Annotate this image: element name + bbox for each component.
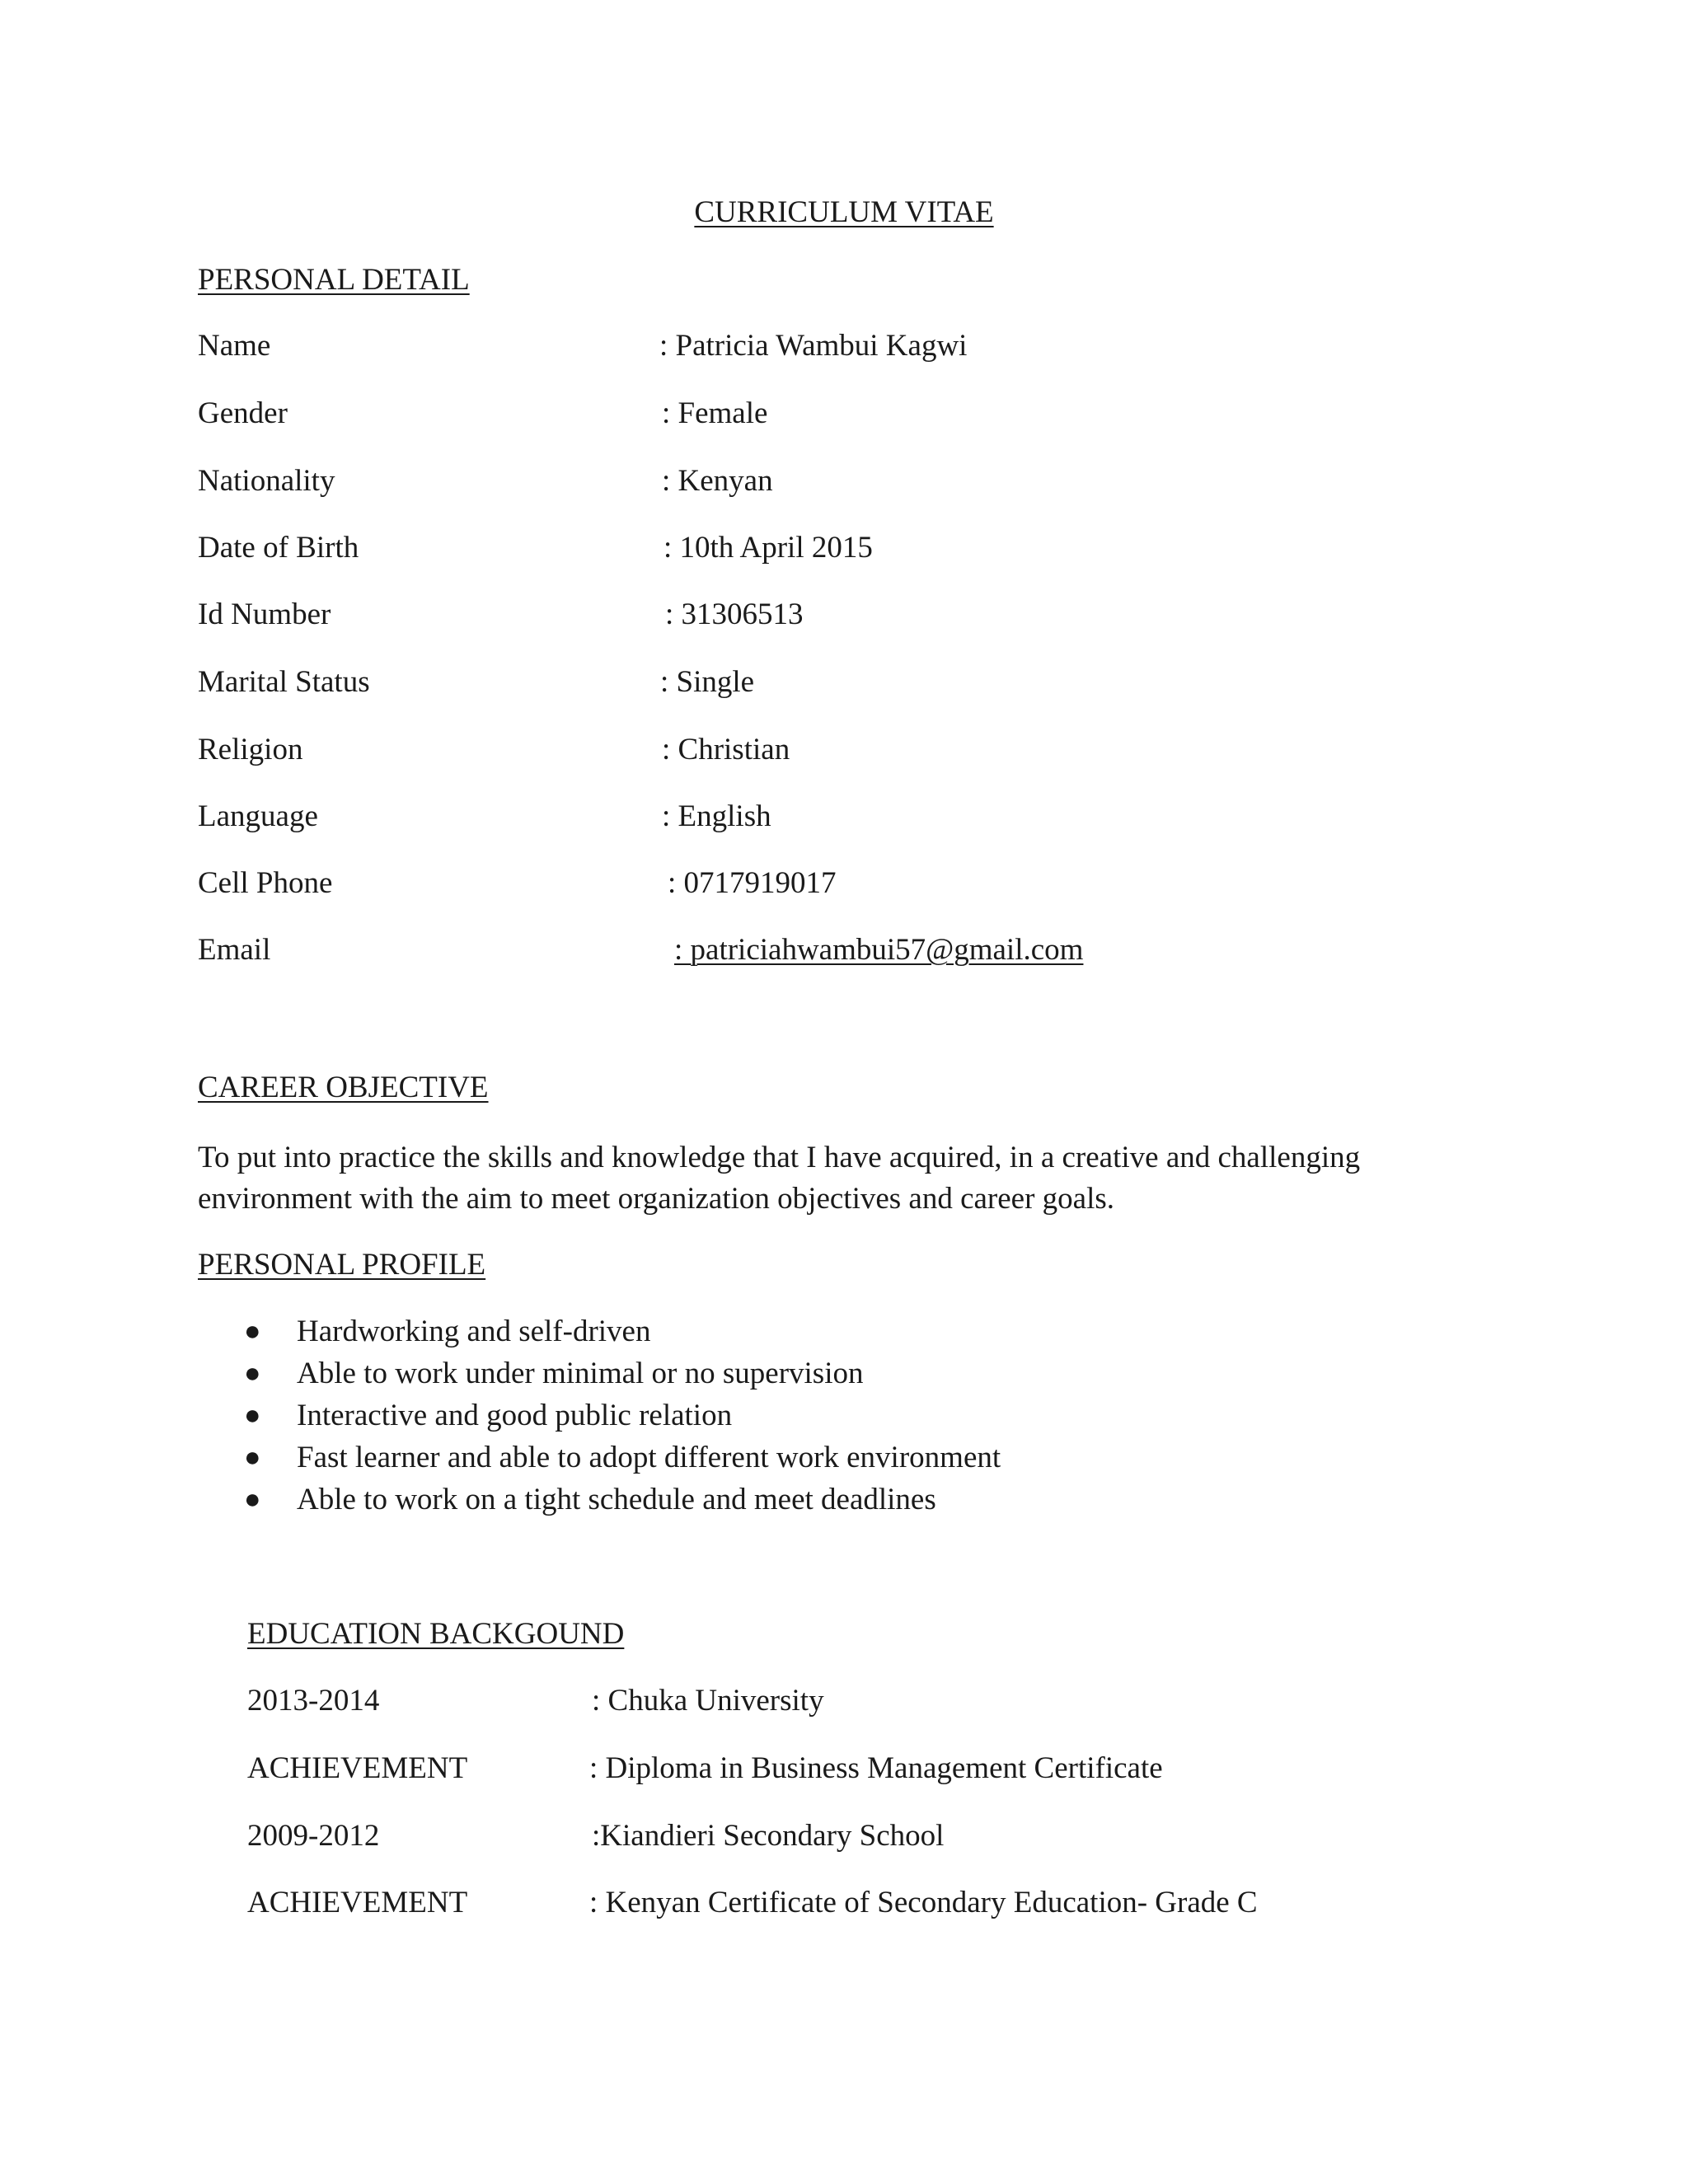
list-item-text: Fast learner and able to adopt different work environment — [297, 1441, 1001, 1474]
education-label: 2013-2014 — [247, 1684, 380, 1718]
career-objective-heading: CAREER OBJECTIVE — [198, 1071, 489, 1104]
detail-value: : 31306513 — [665, 598, 804, 631]
personal-profile-heading: PERSONAL PROFILE — [198, 1248, 486, 1282]
detail-label: Language — [198, 799, 318, 833]
detail-value: : English — [662, 799, 771, 833]
detail-value: : Female — [662, 396, 768, 430]
detail-label: Gender — [198, 396, 288, 430]
bullet-icon: ● — [244, 1358, 261, 1389]
education-value: : Chuka University — [592, 1684, 824, 1718]
bullet-icon: ● — [244, 1400, 261, 1431]
detail-value: : Single — [660, 665, 755, 699]
detail-label: Cell Phone — [198, 866, 333, 900]
education-label: ACHIEVEMENT — [247, 1751, 468, 1785]
list-item-text: Interactive and good public relation — [297, 1399, 733, 1432]
list-item-text: Hardworking and self-driven — [297, 1315, 651, 1348]
detail-label: Date of Birth — [198, 531, 359, 565]
email-link[interactable]: : patriciahwambui57@gmail.com — [674, 933, 1084, 967]
detail-value: : Christian — [662, 733, 790, 766]
bullet-icon: ● — [244, 1316, 261, 1347]
detail-value: : 10th April 2015 — [663, 531, 873, 565]
detail-label: Id Number — [198, 598, 331, 631]
list-item-text: Able to work under minimal or no supervision — [297, 1357, 864, 1390]
personal-detail-heading: PERSONAL DETAIL — [198, 263, 470, 297]
detail-value: : Kenyan — [662, 464, 773, 498]
education-value: : Kenyan Certificate of Secondary Education- Grade C — [589, 1886, 1258, 1919]
detail-label: Marital Status — [198, 665, 370, 699]
detail-label: Name — [198, 329, 271, 363]
detail-value: : 0717919017 — [668, 866, 837, 900]
list-item-text: Able to work on a tight schedule and meet deadlines — [297, 1483, 936, 1516]
document-title: CURRICULUM VITAE — [694, 195, 994, 229]
education-label: ACHIEVEMENT — [247, 1886, 468, 1919]
education-label: 2009-2012 — [247, 1819, 380, 1853]
education-heading: EDUCATION BACKGOUND — [247, 1617, 625, 1651]
bullet-icon: ● — [244, 1484, 261, 1515]
detail-label: Email — [198, 933, 271, 967]
career-objective-text: To put into practice the skills and knowledge that I have acquired, in a creative and challenging environment with the aim to meet organization objectives and career goals. — [198, 1141, 1361, 1216]
detail-label: Religion — [198, 733, 303, 766]
detail-label: Nationality — [198, 464, 335, 498]
education-value: : Diploma in Business Management Certificate — [589, 1751, 1163, 1785]
education-value: :Kiandieri Secondary School — [592, 1819, 945, 1853]
bullet-icon: ● — [244, 1442, 261, 1473]
detail-value: : Patricia Wambui Kagwi — [659, 329, 968, 363]
